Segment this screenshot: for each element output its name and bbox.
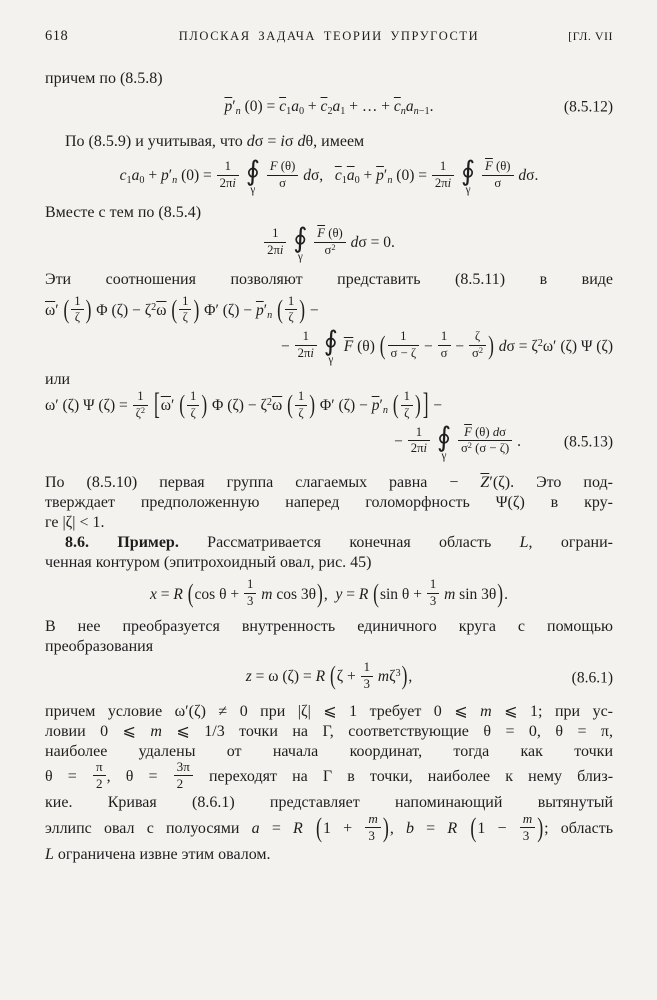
text-line bbox=[45, 132, 613, 152]
text-content: преобразования bbox=[45, 638, 154, 656]
formula-line bbox=[45, 577, 613, 610]
text-line bbox=[45, 722, 613, 742]
formula-content: x = R (cos θ + $\frac{1}{3}$ m cos 3θ), y = R (sin θ + $\frac{1}{3}$ m sin 3θ). bbox=[150, 577, 508, 609]
text-content: эллипс овал с полуосями a = R (1 + $\frac{m}{3}$ ), b = R (1 − $\frac{m}{3}$ ); область bbox=[45, 810, 614, 843]
text-line bbox=[45, 553, 613, 573]
running-head bbox=[45, 28, 613, 45]
formula-line bbox=[45, 421, 613, 462]
formula-content: $\frac{1}{2\pi i}$ ∮ γ $\frac{\overline{F} (\theta)}{\sigma^2}$ dσ = 0. bbox=[263, 234, 395, 251]
text-line bbox=[45, 637, 613, 657]
formula-content: z = ω (ζ) = R (ζ + $\frac{1}{3}$ $m\zeta^3$), bbox=[245, 659, 413, 691]
formula-content: $c_1a_0 + p'_n$ (0) = $\frac{1}{2\pi i}$ ∮ γ $\frac{F (\theta)}{\sigma}$ dσ, $\overline{c}_1\overline{a}_0 + \overline{p}'_n$ (0) = $\frac{1}{2\pi i}$ ∮ γ $\frac{\overline{F} (\theta)}{\sigma}$ dσ. bbox=[119, 156, 539, 196]
text-line bbox=[45, 759, 614, 793]
text-content: причем условие ω′(ζ) ≠ 0 при |ζ| ⩽ 1 требует 0 ⩽ m ⩽ 1; при ус- bbox=[45, 702, 613, 720]
formula-line bbox=[45, 225, 613, 262]
page-number: 618 bbox=[45, 28, 69, 44]
formula-line bbox=[45, 387, 613, 422]
text-line bbox=[45, 533, 613, 553]
text-content: 8.6. Пример. Рассматривается конечная область L, ограни- bbox=[65, 533, 614, 551]
formula-line bbox=[45, 326, 613, 367]
page-body bbox=[45, 69, 613, 865]
text-line bbox=[45, 493, 613, 513]
text-content: L ограничена извне этим овалом. bbox=[45, 845, 271, 863]
text-content: В нее преобразуется внутренность единичного круга с помощью bbox=[45, 618, 613, 636]
text-content: По (8.5.9) и учитывая, что dσ = iσ dθ, имеем bbox=[65, 133, 365, 151]
text-content: θ = $\frac{\pi}{2}$ , θ = $\frac{3\pi}{2}$ переходят на Γ в точки, наиболее к нему близ- bbox=[45, 759, 614, 792]
formula-content: − $\frac{1}{2\pi i}$ ∮ γ $\overline{F}$ (θ) ( $\frac{1}{\sigma - \zeta}$ − $\frac{1}{\sigma}$ − $\frac{\zeta}{\sigma^2}$ ) $d\sigma = \zeta^2\omega'$ (ζ) Ψ (ζ) bbox=[281, 326, 613, 367]
formula-line bbox=[45, 158, 613, 195]
text-content: ге |ζ| < 1. bbox=[45, 513, 105, 531]
text-content: наиболее удалены от начала координат, тогда как точки bbox=[45, 742, 613, 760]
text-line bbox=[45, 370, 613, 390]
formula-line bbox=[45, 659, 613, 692]
chapter-label: [ГЛ. VII bbox=[568, 29, 613, 43]
text-line bbox=[45, 203, 613, 223]
text-line bbox=[45, 270, 613, 290]
text-content: По (8.5.10) первая группа слагаемых равна − $\overline{Z}'(\zeta)$. Это под- bbox=[45, 473, 613, 491]
formula-content: ω′ (ζ) Ψ (ζ) = $\frac{1}{\zeta^2}$ [$\overline{\omega}'$ ( $\frac{1}{\zeta}$ ) Φ $(\zeta) - \zeta^2\overline{\omega}$ ( $\frac{1}{\zeta}$ ) Φ′ $(\zeta) - \overline{p}'_n$ ( $\frac{1}{\zeta}$ ) ] − bbox=[45, 387, 443, 422]
formula-content: $\overline{p}'_n$ $(0) = \overline{c}_1a_0 + \overline{c}_2a_1$ + … + $\overline{c}_na_{n-1}$. bbox=[224, 98, 434, 118]
text-content: тверждает предположенную наперед голоморфность Ψ(ζ) в кру- bbox=[45, 493, 613, 511]
running-title: ПЛОСКАЯ ЗАДАЧА ТЕОРИИ УПРУГОСТИ bbox=[178, 29, 480, 43]
text-line bbox=[45, 702, 613, 722]
equation-number: (8.6.1) bbox=[571, 668, 613, 686]
text-content: или bbox=[45, 370, 71, 388]
text-line bbox=[45, 69, 613, 89]
text-line bbox=[45, 742, 613, 762]
text-line bbox=[45, 617, 613, 637]
text-content: Вместе с тем по (8.5.4) bbox=[45, 204, 202, 222]
formula-line bbox=[45, 293, 613, 326]
text-content: ченная контуром (эпитрохоидный овал, рис. 45) bbox=[45, 553, 372, 571]
equation-number: (8.5.13) bbox=[563, 433, 613, 451]
text-content: Эти соотношения позволяют представить (8.5.11) в виде bbox=[45, 271, 613, 289]
equation-number: (8.5.12) bbox=[563, 98, 613, 115]
formula-line bbox=[45, 97, 613, 116]
text-content: причем по (8.5.8) bbox=[45, 70, 163, 87]
text-content: ловии 0 ⩽ m ⩽ 1/3 точки на Γ, соответствующие θ = 0, θ = π, bbox=[45, 722, 614, 740]
formula-content: $\overline{\omega}'$ ( $\frac{1}{\zeta}$ ) Φ $(\zeta) - \zeta^2\overline{\omega}$ ( $\frac{1}{\zeta}$ ) Φ′ $(\zeta) - \overline{p}'_n$ ( $\frac{1}{\zeta}$ ) − bbox=[45, 293, 319, 325]
text-line bbox=[45, 845, 613, 865]
text-content: кие. Кривая (8.6.1) представляет напоминающий вытянутый bbox=[45, 794, 613, 812]
text-line bbox=[45, 473, 613, 493]
formula-content: − $\frac{1}{2\pi i}$ ∮ γ $\frac{\overline{F} (\theta) d\sigma}{\sigma^2 (\sigma - \zeta)}$ . bbox=[394, 421, 521, 462]
text-line bbox=[45, 810, 614, 844]
text-line bbox=[45, 513, 613, 533]
